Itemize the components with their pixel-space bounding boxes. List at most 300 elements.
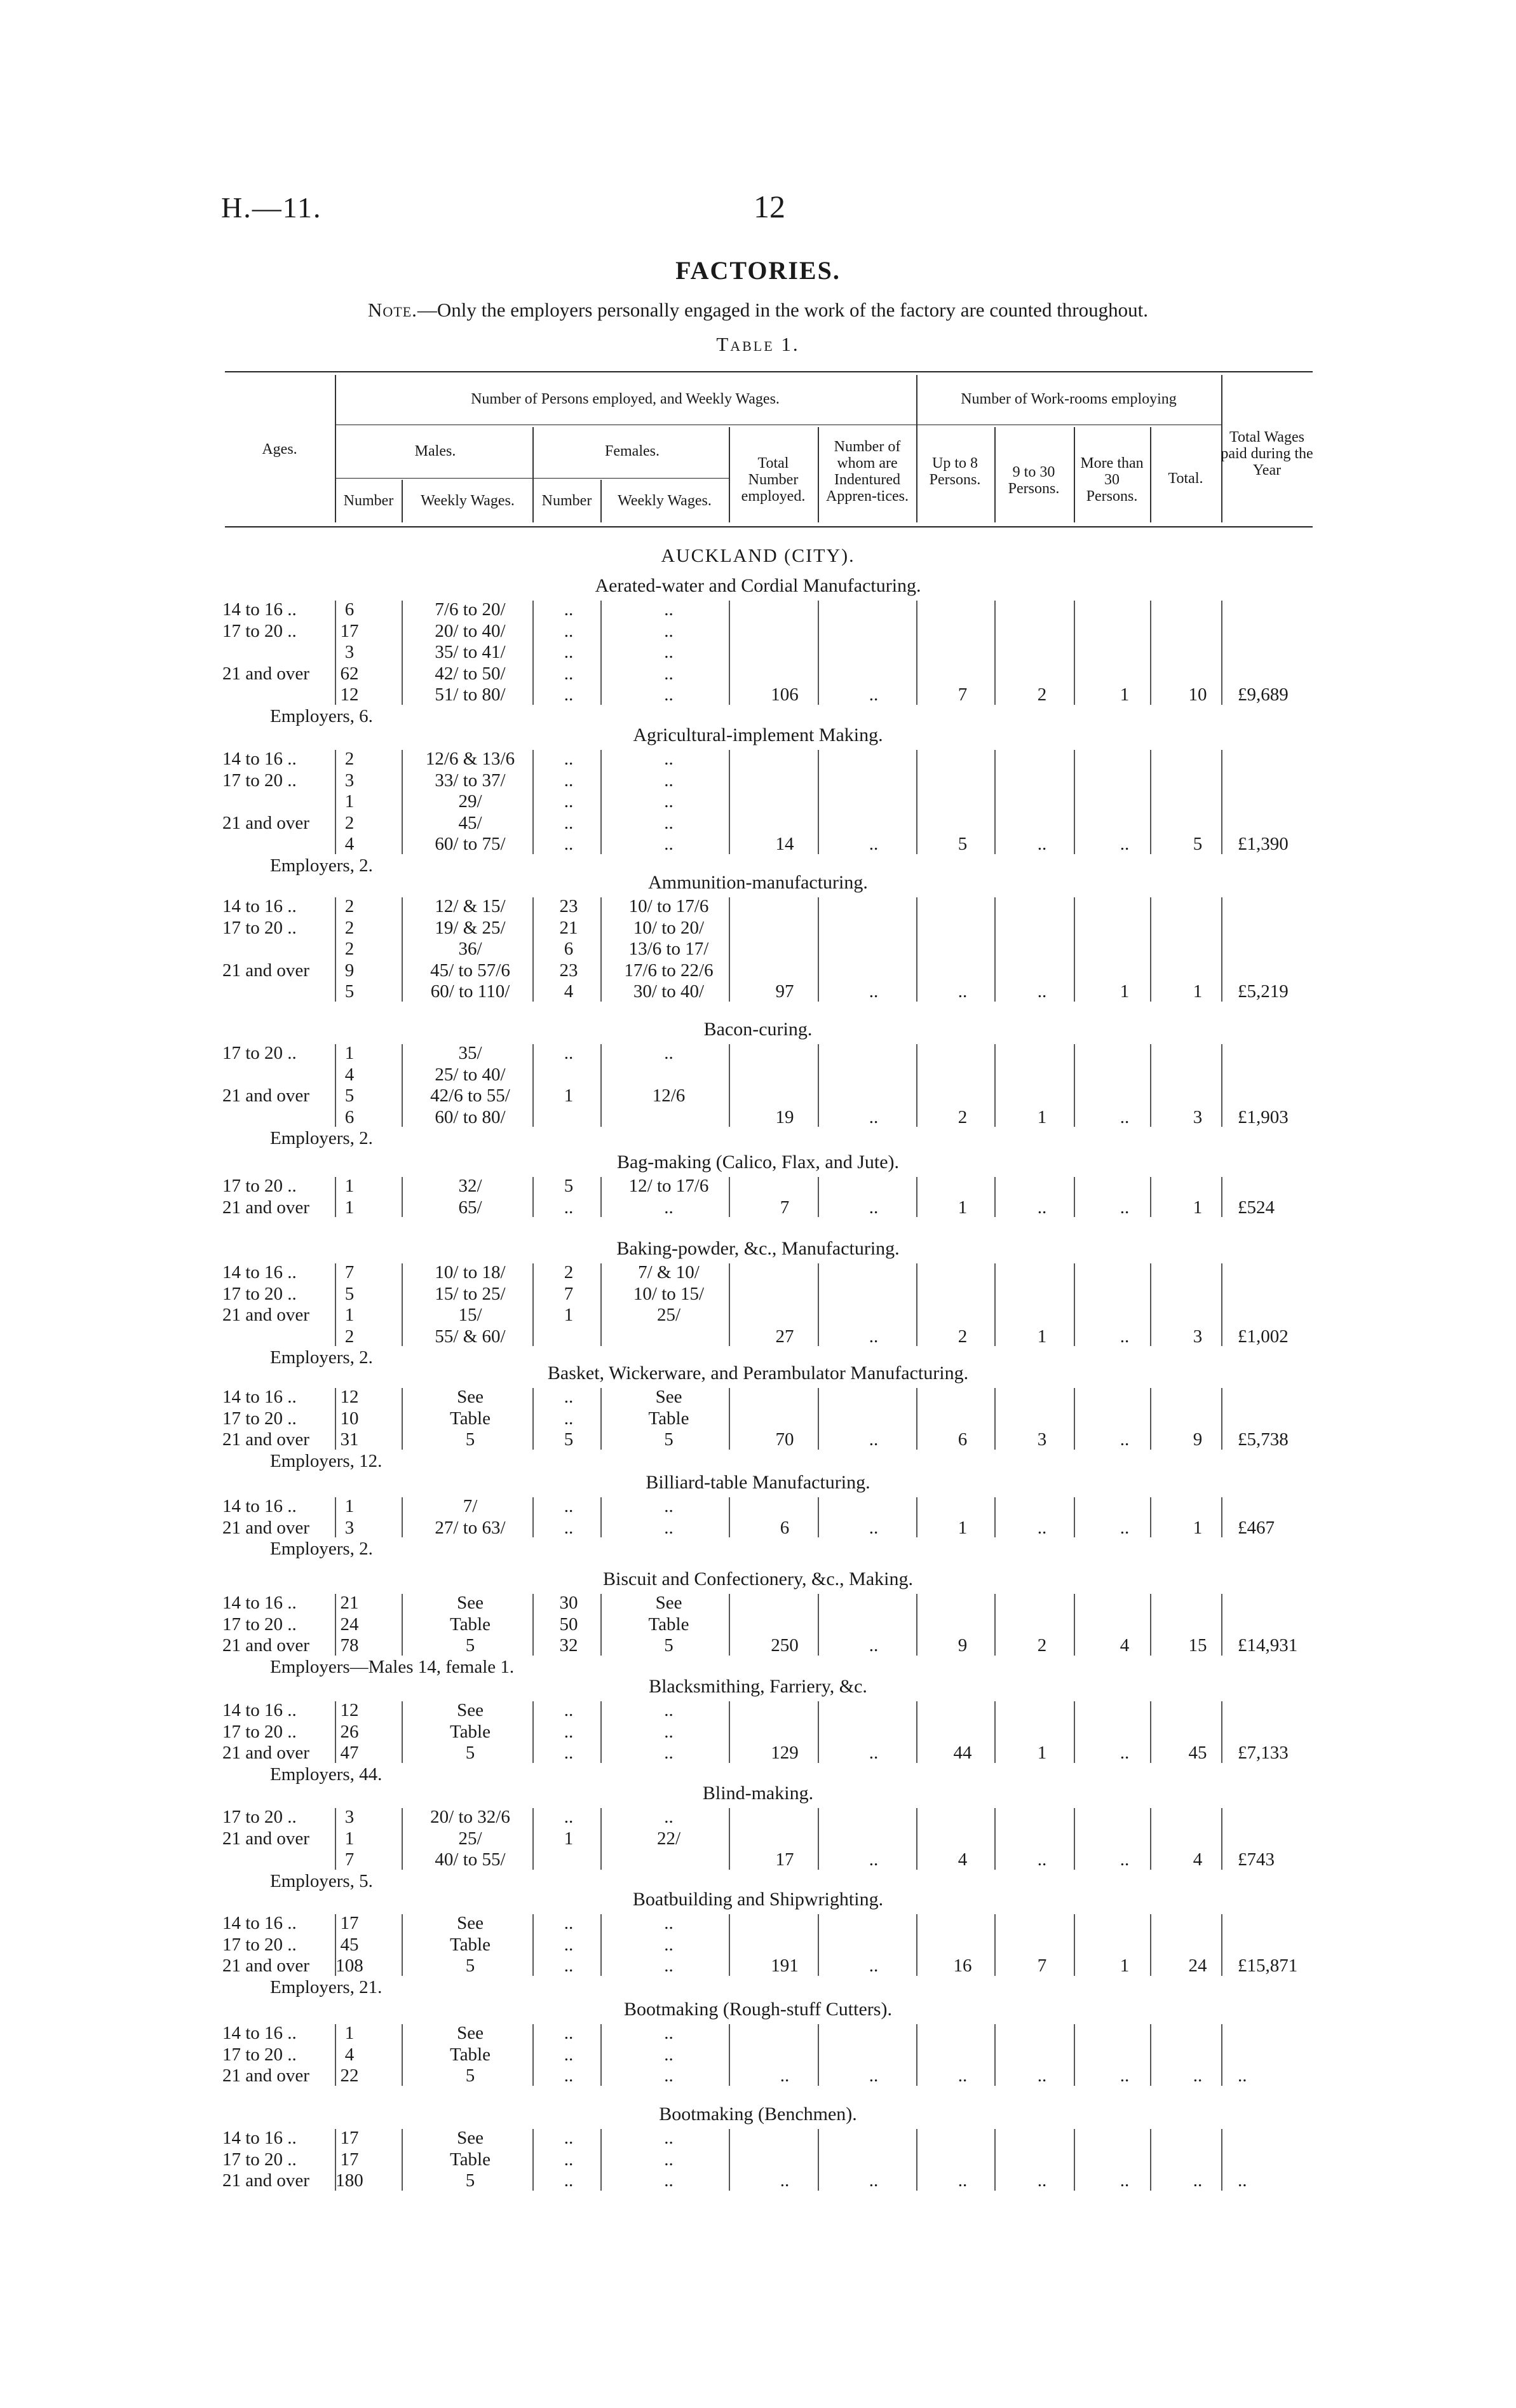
males-number: 2 [344, 812, 355, 833]
males-weekly-wages: 12/6 & 13/6 [425, 749, 515, 769]
age-group: 17 to 20 .. [222, 2149, 297, 2170]
column-rule [1221, 750, 1222, 854]
column-rule [994, 1594, 996, 1656]
column-rule [818, 601, 819, 705]
column-rule [994, 750, 996, 854]
males-number: 2 [344, 939, 355, 959]
column-rule [729, 2129, 730, 2191]
rooms-9-to-30: 1 [1037, 1326, 1047, 1347]
females-number: .. [564, 1743, 574, 1763]
col-males: Males. [414, 443, 456, 459]
column-rule [532, 1177, 534, 1217]
males-weekly-wages: 60/ to 110/ [430, 981, 510, 1002]
column-rule [729, 1701, 730, 1763]
females-weekly-wages: 17/6 to 22/6 [624, 960, 714, 981]
column-rule [1221, 1388, 1222, 1450]
males-weekly-wages: Table [450, 1934, 491, 1955]
rooms-total: 1 [1193, 981, 1203, 1002]
section-title: Bootmaking (Benchmen). [659, 2104, 857, 2125]
males-number: 1 [344, 2023, 355, 2043]
column-rule [1074, 1497, 1075, 1537]
age-group: 17 to 20 .. [222, 1176, 297, 1196]
table-row [0, 1387, 1516, 1408]
employers-note: Employers, 44. [270, 1764, 382, 1785]
table-row [0, 1700, 1516, 1722]
column-rule [916, 1388, 917, 1450]
col-total-wages: Total Wages paid during the Year [1221, 429, 1313, 479]
column-rule [402, 1044, 403, 1127]
column-rule [532, 750, 534, 854]
column-rule [994, 2129, 996, 2191]
column-rule [994, 1177, 996, 1217]
column-rule [994, 2024, 996, 2086]
indentured-apprentices: .. [869, 1429, 879, 1450]
males-number: 1 [344, 1176, 355, 1196]
col-9-to-30: 9 to 30 Persons. [1008, 464, 1060, 497]
total-wages: £1,002 [1238, 1326, 1289, 1347]
column-rule [402, 1177, 403, 1217]
column-rule [916, 601, 917, 705]
column-rule [994, 1044, 996, 1127]
column-rule [818, 897, 819, 1002]
total-employed: .. [780, 2170, 790, 2191]
males-number: 24 [340, 1614, 359, 1635]
page-number: 12 [754, 189, 785, 224]
females-number: .. [564, 1197, 574, 1218]
males-number: 12 [340, 684, 359, 705]
header-divider [916, 375, 917, 522]
column-rule [1150, 1497, 1151, 1537]
rooms-9-to-30: .. [1037, 1517, 1047, 1538]
females-weekly-wages: 25/ [656, 1305, 681, 1325]
column-rule [1221, 1497, 1222, 1537]
rooms-9-to-30: .. [1037, 2170, 1047, 2191]
section-title: Billiard-table Manufacturing. [646, 1472, 870, 1493]
males-weekly-wages: 42/6 to 55/ [430, 1085, 510, 1106]
females-weekly-wages: .. [664, 1700, 673, 1720]
rooms-9-to-30: .. [1037, 981, 1047, 1002]
males-weekly-wages: 51/ to 80/ [435, 684, 506, 705]
rooms-up-to-8: 16 [953, 1956, 972, 1976]
age-group: 21 and over [222, 1085, 309, 1106]
employers-note: Employers, 21. [270, 1976, 382, 1997]
header-divider [532, 427, 534, 522]
females-number: 23 [559, 896, 578, 916]
table-row [0, 918, 1516, 939]
section-title: Bag-making (Calico, Flax, and Jute). [616, 1152, 900, 1173]
males-number: 12 [340, 1387, 359, 1407]
table-row [0, 1065, 1516, 1086]
males-weekly-wages: 42/ to 50/ [435, 663, 506, 684]
col-females: Females. [605, 443, 660, 459]
table-row [0, 1284, 1516, 1305]
column-rule [402, 1701, 403, 1763]
total-wages: .. [1238, 2170, 1247, 2191]
rooms-total: 24 [1188, 1956, 1207, 1976]
column-rule [335, 2129, 336, 2191]
rooms-total: 15 [1188, 1635, 1207, 1656]
females-number: .. [564, 1956, 574, 1976]
age-group: 21 and over [222, 1828, 309, 1849]
females-weekly-wages: .. [664, 620, 673, 641]
column-rule [402, 1594, 403, 1656]
males-number: 5 [344, 981, 355, 1002]
column-rule [994, 1701, 996, 1763]
males-number: 108 [335, 1956, 363, 1976]
males-number: 4 [344, 2044, 355, 2065]
age-group: 17 to 20 .. [222, 1283, 297, 1304]
col-total-employed: Total Number employed. [741, 455, 806, 505]
females-weekly-wages: .. [664, 1197, 673, 1218]
table-row [0, 791, 1516, 813]
column-rule [600, 1497, 602, 1537]
males-number: 2 [344, 917, 355, 938]
table-row [0, 1807, 1516, 1828]
column-rule [600, 2024, 602, 2086]
females-weekly-wages: .. [664, 2170, 673, 2191]
males-number: 22 [340, 2065, 359, 2086]
females-number: .. [564, 1934, 574, 1955]
age-group: 14 to 16 .. [222, 1387, 297, 1407]
males-weekly-wages: See [457, 1593, 484, 1613]
column-rule [818, 2024, 819, 2086]
table-row [0, 1305, 1516, 1326]
column-rule [1150, 1701, 1151, 1763]
age-group: 21 and over [222, 960, 309, 981]
rooms-up-to-8: .. [958, 2170, 968, 2191]
age-group: 21 and over [222, 812, 309, 833]
table-row [0, 1913, 1516, 1935]
females-weekly-wages: .. [664, 1043, 673, 1063]
rooms-up-to-8: 1 [958, 1197, 968, 1218]
employers-note: Employers, 2. [270, 1539, 373, 1559]
males-weekly-wages: 5 [465, 1956, 475, 1976]
males-number: 17 [340, 2128, 359, 2148]
column-rule [402, 1263, 403, 1346]
age-group: 21 and over [222, 1743, 309, 1763]
header-divider [402, 480, 403, 522]
males-weekly-wages: 35/ [458, 1043, 482, 1063]
males-weekly-wages: 60/ to 75/ [435, 834, 506, 854]
column-rule [1074, 1177, 1075, 1217]
males-number: 47 [340, 1743, 359, 1763]
table-row [0, 1176, 1516, 1197]
rooms-more-than-30: .. [1120, 1517, 1130, 1538]
females-weekly-wages: 12/6 [652, 1085, 686, 1106]
rooms-9-to-30: 1 [1037, 1743, 1047, 1763]
males-number: 9 [344, 960, 355, 981]
males-number: 3 [344, 770, 355, 791]
header-divider [600, 480, 602, 522]
age-group: 14 to 16 .. [222, 1593, 297, 1613]
column-rule [335, 1594, 336, 1656]
column-rule [818, 1701, 819, 1763]
column-rule [1221, 2129, 1222, 2191]
males-weekly-wages: 40/ to 55/ [435, 1849, 506, 1870]
males-number: 78 [340, 1635, 359, 1656]
column-rule [729, 2024, 730, 2086]
females-number: 1 [564, 1828, 574, 1849]
females-number: .. [564, 1807, 574, 1827]
males-weekly-wages: 12/ & 15/ [435, 896, 506, 916]
employers-note: Employers, 2. [270, 1347, 373, 1368]
column-rule [532, 601, 534, 705]
males-weekly-wages: Table [450, 2149, 491, 2170]
total-employed: 17 [775, 1849, 794, 1870]
rooms-up-to-8: 4 [958, 1849, 968, 1870]
females-number: .. [564, 1408, 574, 1429]
table-row [0, 1326, 1516, 1348]
females-weekly-wages: .. [664, 791, 673, 812]
rooms-total: 3 [1193, 1106, 1203, 1127]
table-row [0, 896, 1516, 918]
females-weekly-wages: .. [664, 770, 673, 791]
column-rule [916, 1497, 917, 1537]
column-rule [994, 1497, 996, 1537]
column-rule [532, 897, 534, 1002]
females-number: 32 [559, 1635, 578, 1656]
males-weekly-wages: 20/ to 40/ [435, 620, 506, 641]
females-number: 30 [559, 1593, 578, 1613]
age-group: 14 to 16 .. [222, 749, 297, 769]
employers-note: Employers, 12. [270, 1450, 382, 1471]
females-number: 1 [564, 1085, 574, 1106]
females-weekly-wages: .. [664, 2065, 673, 2086]
rooms-more-than-30: 1 [1120, 981, 1130, 1002]
column-rule [1150, 2024, 1151, 2086]
col-group-rooms: Number of Work-rooms employing [961, 391, 1177, 407]
column-rule [1221, 1808, 1222, 1870]
column-rule [402, 2024, 403, 2086]
col-total: Total. [1168, 470, 1203, 487]
table-row [0, 684, 1516, 706]
females-number: .. [564, 1517, 574, 1538]
column-rule [994, 1388, 996, 1450]
males-weekly-wages: 35/ to 41/ [435, 642, 506, 662]
rooms-total: 45 [1188, 1743, 1207, 1763]
column-rule [916, 1808, 917, 1870]
females-number: .. [564, 1043, 574, 1063]
column-rule [335, 1808, 336, 1870]
column-rule [994, 601, 996, 705]
age-group: 21 and over [222, 1635, 309, 1656]
females-weekly-wages: 10/ to 20/ [633, 917, 705, 938]
employers-note: Employers, 2. [270, 1128, 373, 1148]
males-weekly-wages: See [457, 2128, 484, 2148]
rooms-more-than-30: .. [1120, 2170, 1130, 2191]
column-rule [818, 1808, 819, 1870]
females-number: 5 [564, 1429, 574, 1450]
column-rule [818, 1914, 819, 1976]
males-weekly-wages: 7/6 to 20/ [435, 599, 506, 620]
females-number: 21 [559, 917, 578, 938]
females-weekly-wages: 10/ to 15/ [633, 1283, 705, 1304]
table-caption: Table 1. [716, 333, 800, 355]
rooms-more-than-30: .. [1120, 834, 1130, 854]
males-weekly-wages: 15/ to 25/ [435, 1283, 506, 1304]
column-rule [1221, 897, 1222, 1002]
age-group: 21 and over [222, 1429, 309, 1450]
column-rule [532, 2024, 534, 2086]
males-weekly-wages: 25/ to 40/ [435, 1064, 506, 1085]
column-rule [1150, 1177, 1151, 1217]
column-rule [600, 897, 602, 1002]
column-rule [1074, 1594, 1075, 1656]
rooms-total: 1 [1193, 1197, 1203, 1218]
females-weekly-wages: .. [664, 1807, 673, 1827]
column-rule [1150, 1914, 1151, 1976]
column-rule [532, 1808, 534, 1870]
males-number: 1 [344, 791, 355, 812]
page-title: FACTORIES. [675, 256, 841, 285]
males-weekly-wages: 19/ & 25/ [435, 917, 506, 938]
males-number: 45 [340, 1934, 359, 1955]
total-employed: 106 [771, 684, 799, 705]
header-divider [818, 427, 819, 522]
column-rule [1150, 750, 1151, 854]
males-number: 3 [344, 1517, 355, 1538]
males-number: 4 [344, 834, 355, 854]
table-row [0, 1408, 1516, 1430]
age-group: 17 to 20 .. [222, 1721, 297, 1742]
table-row [0, 1935, 1516, 1956]
table-row [0, 2065, 1516, 2087]
column-rule [1074, 897, 1075, 1002]
column-rule [600, 1044, 602, 1127]
females-number: .. [564, 2170, 574, 2191]
females-number: .. [564, 791, 574, 812]
column-rule [600, 1701, 602, 1763]
column-rule [916, 1177, 917, 1217]
total-employed: 14 [775, 834, 794, 854]
column-rule [600, 1914, 602, 1976]
females-number: .. [564, 684, 574, 705]
rooms-total: 10 [1188, 684, 1207, 705]
column-rule [600, 750, 602, 854]
column-rule [1221, 1914, 1222, 1976]
column-rule [1221, 1044, 1222, 1127]
table-row [0, 2170, 1516, 2192]
column-rule [402, 1497, 403, 1537]
males-weekly-wages: 27/ to 63/ [435, 1517, 506, 1538]
age-group: 21 and over [222, 2170, 309, 2191]
total-wages: £524 [1238, 1197, 1275, 1218]
males-weekly-wages: Table [450, 1721, 491, 1742]
age-group: 17 to 20 .. [222, 770, 297, 791]
females-number: .. [564, 812, 574, 833]
age-group: 17 to 20 .. [222, 1807, 297, 1827]
column-rule [1150, 1808, 1151, 1870]
column-rule [402, 897, 403, 1002]
column-rule [729, 1388, 730, 1450]
table-row [0, 1956, 1516, 1977]
total-employed: 27 [775, 1326, 794, 1347]
age-group: 14 to 16 .. [222, 1496, 297, 1516]
rooms-more-than-30: .. [1120, 1326, 1130, 1347]
total-employed: 250 [771, 1635, 799, 1656]
indentured-apprentices: .. [869, 1849, 879, 1870]
males-weekly-wages: 5 [465, 1743, 475, 1763]
males-number: 26 [340, 1721, 359, 1742]
males-number: 31 [340, 1429, 359, 1450]
rooms-total: 5 [1193, 834, 1203, 854]
rooms-up-to-8: 2 [958, 1106, 968, 1127]
males-number: 2 [344, 1326, 355, 1347]
section-title: Blind-making. [702, 1783, 814, 1804]
note-label: Note. [367, 299, 417, 321]
males-weekly-wages: 60/ to 80/ [435, 1106, 506, 1127]
females-number: .. [564, 2128, 574, 2148]
table-row [0, 1849, 1516, 1871]
females-weekly-wages: .. [664, 642, 673, 662]
table-row [0, 834, 1516, 855]
column-rule [818, 1497, 819, 1537]
section-title: Ammunition-manufacturing. [648, 872, 868, 893]
column-rule [916, 1263, 917, 1346]
females-weekly-wages: Table [648, 1408, 689, 1429]
indentured-apprentices: .. [869, 1743, 879, 1763]
table-row [0, 1722, 1516, 1743]
table-row [0, 1107, 1516, 1129]
column-rule [335, 1497, 336, 1537]
total-wages: £9,689 [1238, 684, 1289, 705]
column-rule [532, 1914, 534, 1976]
column-rule [729, 897, 730, 1002]
column-rule [729, 1914, 730, 1976]
males-weekly-wages: 5 [465, 1635, 475, 1656]
age-group: 17 to 20 .. [222, 620, 297, 641]
females-weekly-wages: .. [664, 1913, 673, 1933]
total-wages: £467 [1238, 1517, 1275, 1538]
table-row [0, 2149, 1516, 2171]
age-group: 21 and over [222, 2065, 309, 2086]
females-number: .. [564, 2065, 574, 2086]
section-title: Bacon-curing. [703, 1019, 813, 1040]
col-indentured: Number of whom are Indentured Appren-tices. [826, 439, 909, 505]
header-divider [729, 427, 730, 522]
total-wages: £14,931 [1238, 1635, 1298, 1656]
rooms-up-to-8: 2 [958, 1326, 968, 1347]
females-weekly-wages: .. [664, 749, 673, 769]
males-number: 180 [335, 2170, 363, 2191]
males-weekly-wages: 25/ [458, 1828, 482, 1849]
age-group: 21 and over [222, 1197, 309, 1218]
females-number: 1 [564, 1305, 574, 1325]
indentured-apprentices: .. [869, 1635, 879, 1656]
males-weekly-wages: 29/ [458, 791, 482, 812]
rooms-up-to-8: 7 [958, 684, 968, 705]
males-number: 3 [344, 1807, 355, 1827]
column-rule [818, 1594, 819, 1656]
table-row [0, 981, 1516, 1003]
column-rule [532, 1388, 534, 1450]
column-rule [916, 897, 917, 1002]
total-employed: 97 [775, 981, 794, 1002]
females-weekly-wages: See [655, 1387, 682, 1407]
column-rule [402, 2129, 403, 2191]
females-weekly-wages: .. [664, 2128, 673, 2148]
females-weekly-wages: .. [664, 2149, 673, 2170]
males-number: 2 [344, 749, 355, 769]
rooms-up-to-8: 9 [958, 1635, 968, 1656]
males-number: 10 [340, 1408, 359, 1429]
females-weekly-wages: .. [664, 684, 673, 705]
rooms-9-to-30: 2 [1037, 1635, 1047, 1656]
section-title: Basket, Wickerware, and Perambulator Manufacturing. [547, 1363, 969, 1384]
males-number: 12 [340, 1700, 359, 1720]
age-group: 17 to 20 .. [222, 1408, 297, 1429]
indentured-apprentices: .. [869, 1197, 879, 1218]
